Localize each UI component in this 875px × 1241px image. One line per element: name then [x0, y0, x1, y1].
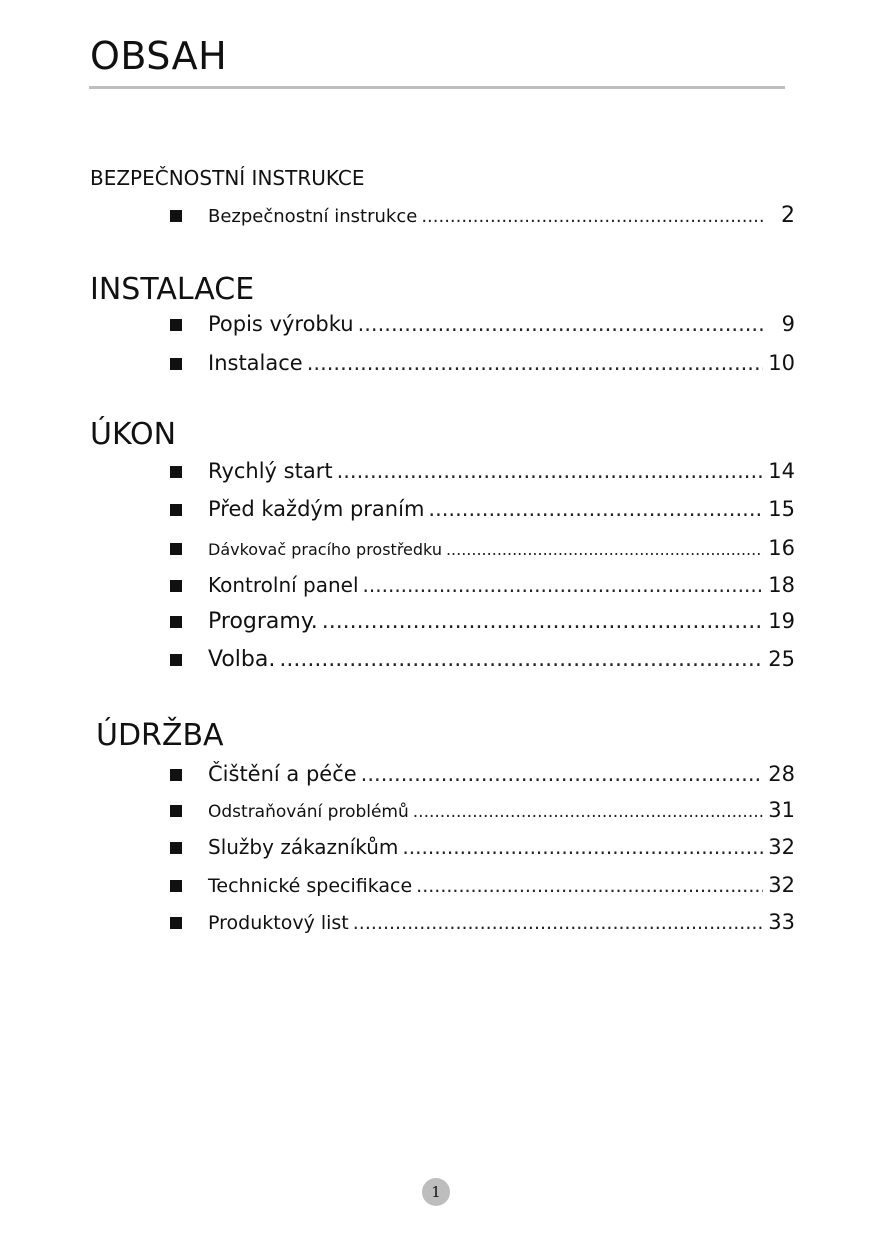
dot-leader — [358, 312, 763, 336]
dot-leader — [307, 351, 763, 375]
toc-entry[interactable] — [170, 459, 795, 483]
bullet-icon — [170, 580, 182, 592]
toc-entry[interactable] — [170, 910, 795, 934]
bullet-icon — [170, 917, 182, 929]
toc-entry-label: Před každým praním — [208, 497, 425, 521]
bullet-icon — [170, 358, 182, 370]
toc-entry-label: Bezpečnostní instrukce — [208, 206, 418, 227]
toc-entry[interactable] — [170, 497, 795, 521]
toc-entry[interactable] — [170, 873, 795, 897]
bullet-icon — [170, 842, 182, 854]
toc-entry-label: Volba. — [208, 647, 276, 672]
toc-entry-page: 28 — [768, 762, 795, 786]
dot-leader — [416, 875, 763, 897]
toc-entry-page: 19 — [768, 609, 795, 633]
bullet-icon — [170, 616, 182, 628]
toc-entry[interactable] — [170, 762, 795, 786]
toc-entry-label: Popis výrobku — [208, 312, 354, 336]
toc-entry-page: 2 — [781, 203, 795, 228]
toc-entry-label: Dávkovač pracího prostředku — [208, 540, 442, 559]
toc-entry[interactable] — [170, 536, 795, 560]
toc-entry-page: 14 — [768, 459, 795, 483]
dot-leader — [279, 647, 763, 672]
dot-leader — [361, 762, 763, 786]
section-heading-maintenance: ÚDRŽBA — [96, 718, 224, 753]
toc-entry[interactable] — [170, 609, 795, 634]
toc-entry[interactable] — [170, 573, 795, 597]
dot-leader — [413, 802, 763, 822]
bullet-icon — [170, 769, 182, 781]
section-heading-operation: ÚKON — [90, 417, 177, 452]
dot-leader — [337, 459, 763, 483]
bullet-icon — [170, 319, 182, 331]
toc-entry-page: 15 — [768, 497, 795, 521]
section-heading-installation: INSTALACE — [90, 272, 255, 307]
dot-leader — [428, 497, 763, 521]
toc-entry[interactable] — [170, 647, 795, 672]
page-title: OBSAH — [90, 34, 228, 78]
bullet-icon — [170, 543, 182, 555]
toc-entry-label: Služby zákazníkům — [208, 835, 399, 859]
bullet-icon — [170, 210, 182, 222]
section-heading-safety: BEZPEČNOSTNÍ INSTRUKCE — [90, 166, 365, 190]
bullet-icon — [170, 880, 182, 892]
dot-leader — [322, 609, 763, 634]
toc-entry-label: Čištění a péče — [208, 762, 357, 786]
toc-entry[interactable] — [170, 351, 795, 375]
dot-leader — [353, 912, 763, 934]
toc-entry-page: 16 — [768, 536, 795, 560]
toc-entry[interactable] — [170, 798, 795, 822]
bullet-icon — [170, 654, 182, 666]
toc-entry-label: Odstraňování problémů — [208, 802, 409, 822]
toc-entry-label: Produktový list — [208, 912, 349, 934]
bullet-icon — [170, 805, 182, 817]
toc-entry-page: 25 — [768, 647, 795, 671]
bullet-icon — [170, 466, 182, 478]
toc-entry-page: 32 — [768, 835, 795, 859]
page-number: 1 — [422, 1178, 450, 1206]
dot-leader — [402, 835, 763, 859]
toc-entry-label: Programy. — [208, 609, 318, 634]
toc-entry-page: 31 — [768, 798, 795, 822]
toc-entry[interactable] — [170, 312, 795, 336]
toc-entry-page: 18 — [768, 573, 795, 597]
title-divider — [89, 86, 785, 89]
toc-entry[interactable] — [170, 203, 795, 228]
toc-entry-page: 33 — [768, 910, 795, 934]
bullet-icon — [170, 504, 182, 516]
toc-entry-label: Rychlý start — [208, 459, 333, 483]
toc-entry[interactable] — [170, 835, 795, 859]
dot-leader — [421, 206, 763, 227]
dot-leader — [363, 573, 763, 597]
toc-entry-page: 32 — [768, 873, 795, 897]
toc-entry-label: Kontrolní panel — [208, 573, 359, 597]
toc-entry-label: Instalace — [208, 351, 303, 375]
toc-entry-page: 9 — [781, 312, 795, 336]
toc-entry-label: Technické specifikace — [208, 875, 413, 897]
toc-entry-page: 10 — [768, 351, 795, 375]
dot-leader — [446, 540, 763, 559]
